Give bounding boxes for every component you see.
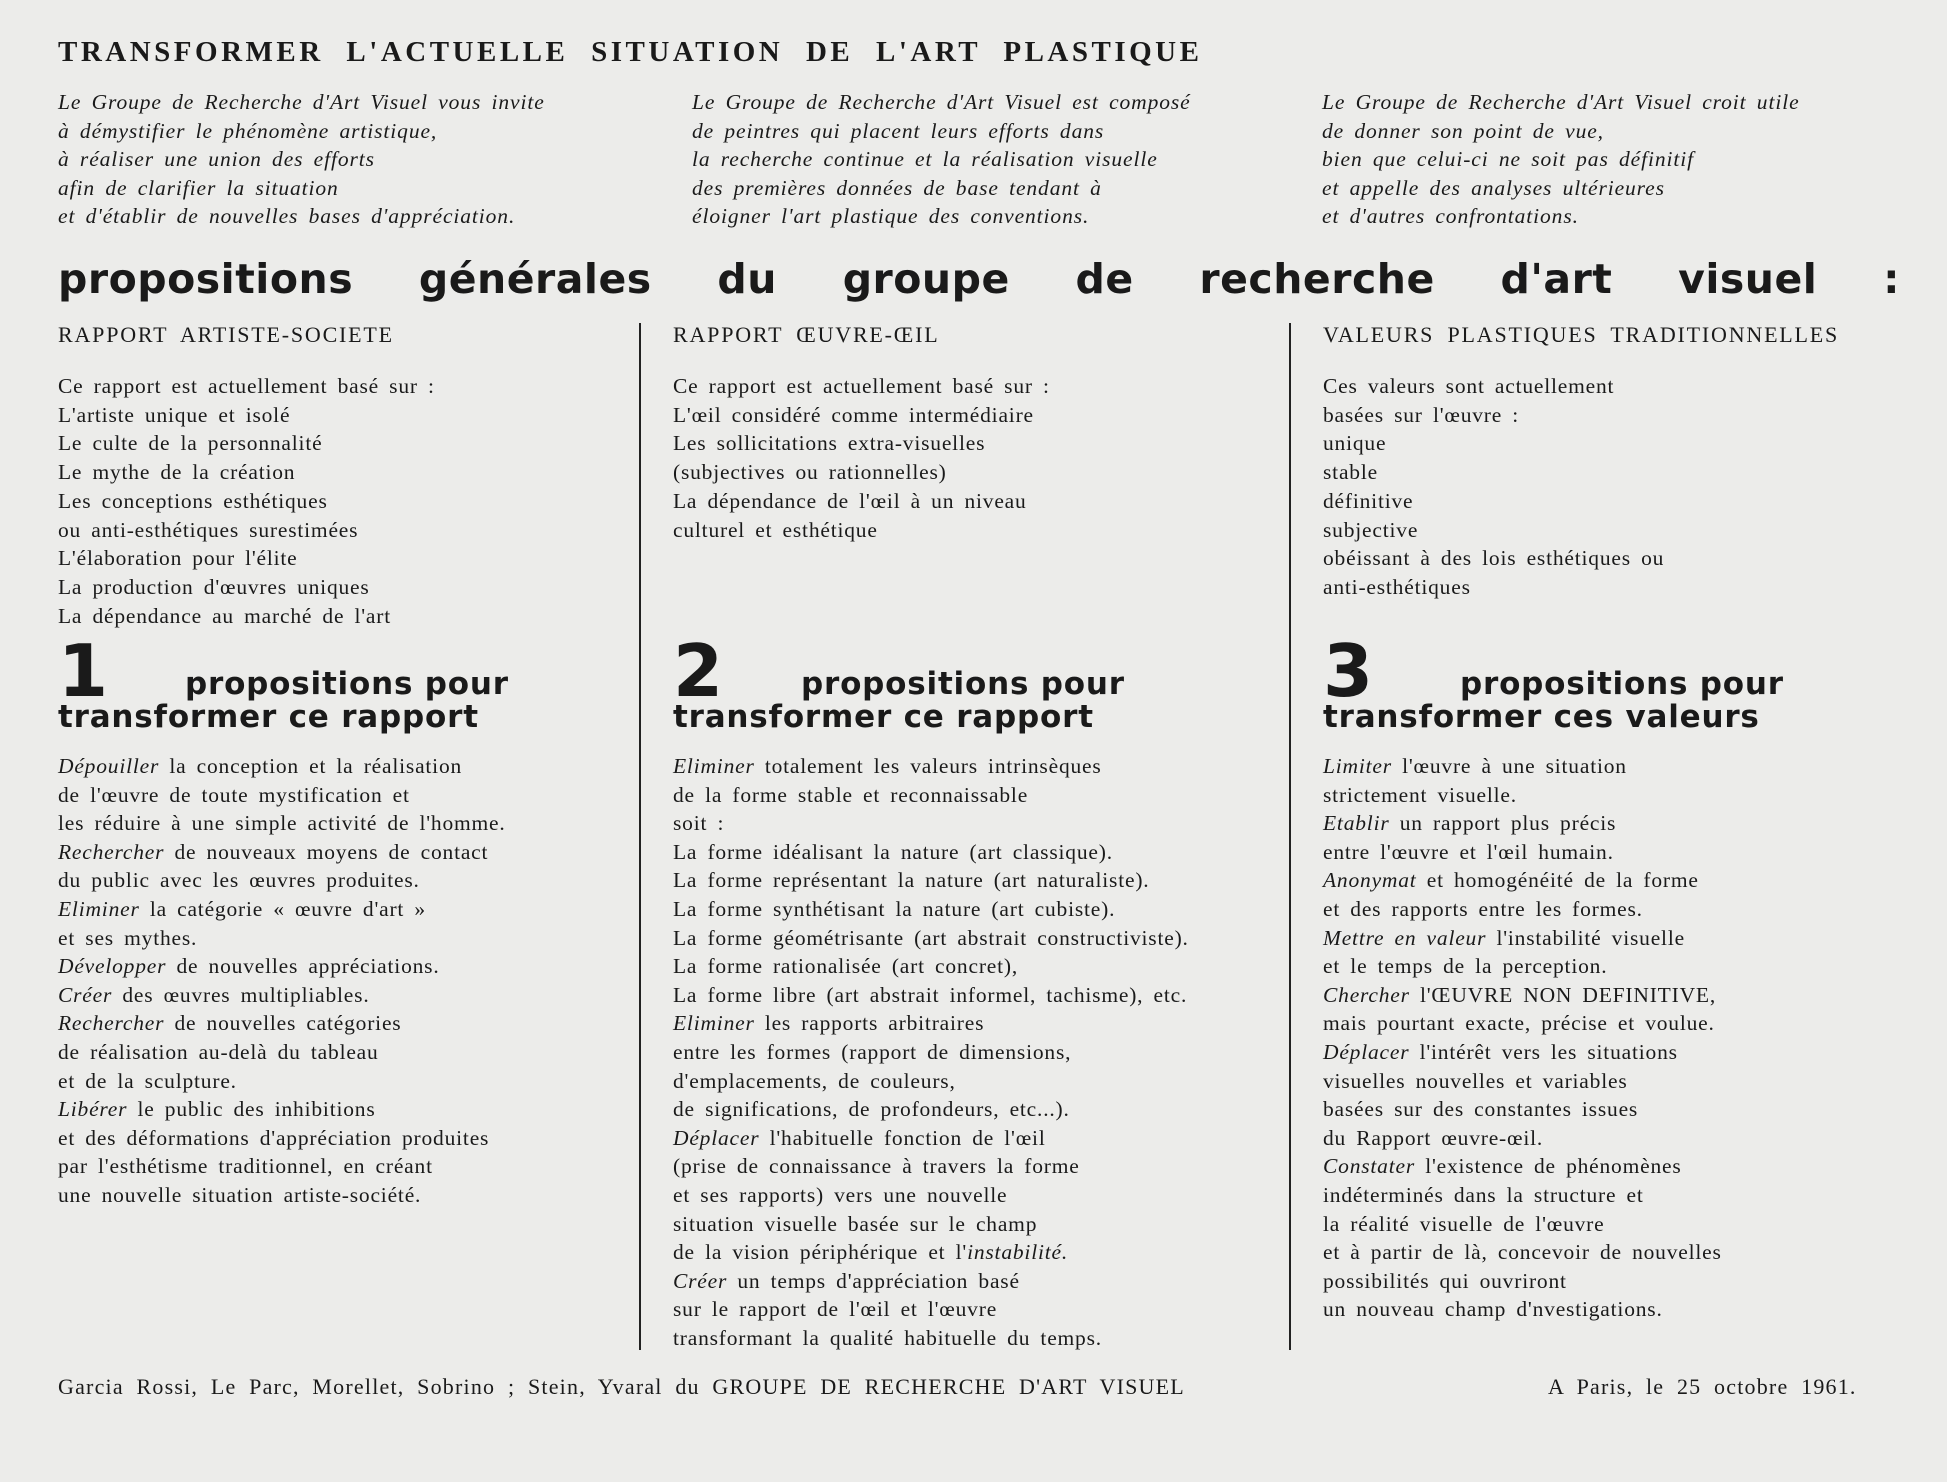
proposal-text: entre les formes (rapport de dimensions, — [673, 1039, 1072, 1064]
proposal-number: 1 — [58, 629, 109, 713]
body-line: (subjectives ou rationnelles) — [673, 460, 947, 485]
proposal-line — [58, 838, 506, 867]
proposal-verb: Limiter — [1323, 754, 1392, 778]
body-line: L'œil considéré comme intermédiaire — [673, 402, 1034, 427]
proposal-text: strictement visuelle. — [1323, 782, 1517, 807]
proposal-line — [58, 1009, 506, 1038]
proposal-text: du Rapport œuvre-œil. — [1323, 1125, 1544, 1150]
proposal-line — [673, 1067, 1189, 1096]
body-line: basées sur l'œuvre : — [1323, 402, 1520, 427]
proposal-text: de nouveaux moyens de contact — [164, 839, 489, 864]
proposal-line — [1323, 1067, 1722, 1096]
place-date: A Paris, le 25 octobre 1961. — [1548, 1374, 1857, 1399]
body-line: L'élaboration pour l'élite — [58, 546, 298, 571]
intro-line: Le Groupe de Recherche d'Art Visuel vous invite — [58, 90, 545, 114]
proposal-verb: Mettre en valeur — [1323, 925, 1487, 950]
proposal-text: une nouvelle situation artiste-société. — [58, 1182, 422, 1207]
proposal-text: la réalité visuelle de l'œuvre — [1323, 1211, 1605, 1236]
intro-paragraph-3 — [1322, 88, 1800, 231]
proposal-verb: Déplacer — [1323, 1039, 1410, 1064]
headline-word: d'art — [1500, 255, 1613, 303]
proposal-line — [1323, 866, 1722, 895]
proposal-list-3 — [1323, 752, 1722, 1324]
proposal-text: mais pourtant exacte, précise et voulue. — [1323, 1011, 1715, 1036]
intro-paragraph-2 — [692, 88, 1191, 231]
proposal-verb: Eliminer — [58, 896, 140, 921]
proposal-text: et de la sculpture. — [58, 1068, 237, 1093]
column-heading: RAPPORT ARTISTE-SOCIETE — [58, 322, 394, 347]
proposal-line — [673, 1324, 1189, 1353]
column-oeuvre-oeil — [673, 318, 1050, 544]
proposal-line — [1323, 1095, 1722, 1124]
proposal-text: l'existence de phénomènes — [1415, 1154, 1682, 1179]
proposal-line — [673, 1238, 1189, 1267]
proposal-line — [673, 1295, 1189, 1324]
proposal-text: soit : — [673, 811, 725, 836]
proposal-text: La forme géométrisante (art abstrait constructiviste). — [673, 925, 1189, 950]
proposal-heading-line: propositions pour — [1460, 666, 1784, 702]
proposal-line — [1323, 1124, 1722, 1153]
proposal-heading-line: transformer ces valeurs — [1323, 699, 1760, 735]
proposal-text: les réduire à une simple activité de l'homme. — [58, 811, 506, 836]
body-line: Ce rapport est actuellement basé sur : — [58, 374, 435, 398]
proposal-line — [1323, 1152, 1722, 1181]
column-heading: RAPPORT ŒUVRE-ŒIL — [673, 322, 940, 347]
intro-line: de donner son point de vue, — [1322, 118, 1604, 143]
proposal-heading-line: propositions pour — [185, 666, 509, 702]
proposal-line — [1323, 1267, 1722, 1296]
proposal-text: de l'œuvre de toute mystification et — [58, 782, 410, 807]
proposal-text: indéterminés dans la structure et — [1323, 1182, 1644, 1207]
main-headline — [58, 254, 1900, 304]
proposal-line — [673, 981, 1189, 1010]
proposal-text: et des rapports entre les formes. — [1323, 896, 1643, 921]
proposal-text: et à partir de là, concevoir de nouvelles — [1323, 1240, 1722, 1265]
proposal-text: l'ŒUVRE NON DEFINITIVE, — [1409, 982, 1716, 1007]
proposal-line — [673, 809, 1189, 838]
proposal-text: et homogénéité de la forme — [1416, 868, 1699, 893]
proposal-verb: Constater — [1323, 1154, 1416, 1179]
body-line: La dépendance au marché de l'art — [58, 603, 391, 628]
proposal-text: et des déformations d'appréciation produites — [58, 1125, 490, 1150]
proposal-verb: Libérer — [58, 1097, 128, 1122]
proposal-line — [58, 895, 506, 924]
body-line: ou anti-esthétiques surestimées — [58, 517, 359, 542]
proposal-text: la conception et la réalisation — [159, 754, 463, 778]
proposal-text: La forme libre (art abstrait informel, tachisme), etc. — [673, 982, 1188, 1007]
proposal-number: 2 — [673, 629, 724, 713]
body-line: Le culte de la personnalité — [58, 431, 323, 456]
column-body — [58, 372, 435, 630]
proposal-line — [58, 1038, 506, 1067]
proposal-line — [673, 1124, 1189, 1153]
proposal-text: et ses mythes. — [58, 925, 198, 950]
headline-word: générales — [418, 255, 652, 303]
column-body — [1323, 372, 1839, 602]
body-line: Ce rapport est actuellement basé sur : — [673, 374, 1050, 398]
proposal-line — [673, 1095, 1189, 1124]
proposal-text: d'emplacements, de couleurs, — [673, 1068, 956, 1093]
headline-word: : — [1883, 255, 1900, 303]
body-line: Ces valeurs sont actuellement — [1323, 374, 1615, 398]
proposal-text: la catégorie « œuvre d'art » — [139, 896, 426, 921]
column-body — [673, 372, 1050, 544]
proposal-line — [673, 1181, 1189, 1210]
proposal-line — [1323, 752, 1722, 781]
intro-line: et d'établir de nouvelles bases d'appréciation. — [58, 204, 516, 228]
proposal-line — [1323, 781, 1722, 810]
proposal-text: entre l'œuvre et l'œil humain. — [1323, 839, 1614, 864]
proposal-line — [673, 924, 1189, 953]
proposal-verb: Dépouiller — [58, 754, 160, 778]
proposal-text: des œuvres multipliables. — [112, 982, 370, 1007]
proposal-text: de réalisation au-delà du tableau — [58, 1039, 379, 1064]
proposal-text: par l'esthétisme traditionnel, en créant — [58, 1154, 433, 1179]
proposal-text: de nouvelles catégories — [164, 1011, 402, 1036]
proposal-text: basées sur des constantes issues — [1323, 1097, 1639, 1122]
headline-word: visuel — [1678, 255, 1818, 303]
proposal-text: le public des inhibitions — [127, 1097, 376, 1122]
proposal-text: de nouvelles appréciations. — [166, 954, 440, 979]
proposal-line — [1323, 1009, 1722, 1038]
proposal-line — [1323, 1238, 1722, 1267]
proposal-line — [58, 1067, 506, 1096]
proposal-text: de la forme stable et reconnaissable — [673, 782, 1029, 807]
proposal-text: un nouveau champ d'nvestigations. — [1323, 1297, 1663, 1322]
body-line: La production d'œuvres uniques — [58, 574, 370, 599]
proposal-verb: Eliminer — [673, 1011, 755, 1036]
intro-line: bien que celui-ci ne soit pas définitif — [1322, 147, 1694, 171]
intro-line: la recherche continue et la réalisation visuelle — [692, 147, 1158, 171]
proposal-line — [673, 1267, 1189, 1296]
proposal-verb: Eliminer — [673, 754, 755, 778]
proposal-line — [58, 1181, 506, 1210]
intro-line: à démystifier le phénomène artistique, — [58, 118, 438, 143]
body-line: culturel et esthétique — [673, 517, 878, 542]
proposal-text: et ses rapports) vers une nouvelle — [673, 1182, 1008, 1207]
proposal-line — [1323, 1210, 1722, 1239]
proposal-heading-line: propositions pour — [801, 666, 1125, 702]
proposal-number: 3 — [1323, 629, 1374, 713]
column-heading: VALEURS PLASTIQUES TRADITIONNELLES — [1323, 322, 1840, 347]
body-line: anti-esthétiques — [1323, 574, 1471, 599]
proposal-verb: Créer — [58, 982, 113, 1007]
proposal-text: transformant la qualité habituelle du temps. — [673, 1325, 1102, 1350]
proposal-text: possibilités qui ouvriront — [1323, 1268, 1567, 1293]
column-valeurs-plastiques — [1323, 318, 1839, 602]
proposal-line — [58, 1095, 506, 1124]
proposal-text: et le temps de la perception. — [1323, 954, 1608, 979]
proposal-line — [673, 1038, 1189, 1067]
proposal-text: La forme rationalisée (art concret), — [673, 954, 1019, 979]
proposal-line — [58, 952, 506, 981]
proposal-line — [673, 781, 1189, 810]
intro-line: afin de clarifier la situation — [58, 175, 339, 200]
proposal-line — [673, 1210, 1189, 1239]
headline-word: propositions — [58, 255, 354, 303]
proposal-line — [673, 752, 1189, 781]
proposal-verb: Chercher — [1323, 982, 1410, 1007]
body-line: définitive — [1323, 488, 1414, 513]
proposal-line — [673, 838, 1189, 867]
headline-word: groupe — [842, 255, 1010, 303]
body-line: Les sollicitations extra-visuelles — [673, 431, 986, 456]
proposal-text: les rapports arbitraires — [754, 1011, 985, 1036]
proposal-line — [58, 809, 506, 838]
proposal-line — [1323, 809, 1722, 838]
proposal-line — [1323, 895, 1722, 924]
proposal-text: l'instabilité visuelle — [1486, 925, 1685, 950]
body-line: L'artiste unique et isolé — [58, 402, 291, 427]
proposal-text: l'habituelle fonction de l'œil — [759, 1125, 1046, 1150]
proposal-text: sur le rapport de l'œil et l'œuvre — [673, 1297, 998, 1322]
column-divider — [639, 323, 641, 1350]
proposal-line — [58, 781, 506, 810]
proposal-line — [58, 924, 506, 953]
proposal-text: de la vision périphérique et l' — [673, 1240, 968, 1265]
proposal-line — [1323, 924, 1722, 953]
intro-line: à réaliser une union des efforts — [58, 147, 375, 171]
body-line: La dépendance de l'œil à un niveau — [673, 488, 1027, 513]
intro-line: des premières données de base tendant à — [692, 175, 1102, 200]
proposal-text: du public avec les œuvres produites. — [58, 868, 420, 893]
proposal-line — [673, 1009, 1189, 1038]
signatories: Garcia Rossi, Le Parc, Morellet, Sobrino ; Stein, Yvaral du GROUPE DE RECHERCHE D'ART VISUEL — [58, 1374, 1185, 1399]
headline-word: du — [717, 255, 777, 303]
intro-line: éloigner l'art plastique des conventions. — [692, 204, 1090, 228]
proposal-verb: Développer — [58, 954, 167, 979]
proposal-verb: Rechercher — [58, 839, 165, 864]
intro-line: Le Groupe de Recherche d'Art Visuel croit utile — [1322, 90, 1800, 114]
proposal-line — [673, 952, 1189, 981]
proposal-line — [673, 866, 1189, 895]
proposal-verb: Déplacer — [673, 1125, 760, 1150]
proposal-line — [58, 981, 506, 1010]
proposal-list-1 — [58, 752, 506, 1210]
proposal-verb: Créer — [673, 1268, 728, 1293]
proposal-text: de significations, de profondeurs, etc...). — [673, 1097, 1070, 1122]
proposal-verb: Etablir — [1323, 811, 1390, 836]
proposal-text: totalement les valeurs intrinsèques — [754, 754, 1102, 778]
proposal-text: un rapport plus précis — [1389, 811, 1617, 836]
proposal-text: La forme représentant la nature (art naturaliste). — [673, 868, 1150, 893]
proposal-line — [1323, 952, 1722, 981]
proposal-heading-line: transformer ce rapport — [58, 699, 479, 735]
proposal-text: visuelles nouvelles et variables — [1323, 1068, 1628, 1093]
proposal-text: La forme idéalisant la nature (art classique). — [673, 839, 1113, 864]
headline-word: de — [1075, 255, 1134, 303]
proposal-text: l'œuvre à une situation — [1391, 754, 1627, 778]
proposal-text: un temps d'appréciation basé — [727, 1268, 1020, 1293]
intro-line: Le Groupe de Recherche d'Art Visuel est composé — [692, 90, 1191, 114]
document-title: TRANSFORMER L'ACTUELLE SITUATION DE L'ART PLASTIQUE — [58, 36, 1203, 68]
proposal-verb: Rechercher — [58, 1011, 165, 1036]
body-line: unique — [1323, 431, 1387, 456]
proposal-text: l'intérêt vers les situations — [1409, 1039, 1678, 1064]
proposal-list-2 — [673, 752, 1189, 1352]
proposal-line — [1323, 1038, 1722, 1067]
proposal-line — [1323, 838, 1722, 867]
body-line: stable — [1323, 460, 1378, 485]
proposal-emphasis: instabilité. — [967, 1240, 1069, 1265]
proposal-line — [673, 895, 1189, 924]
proposal-line — [673, 1152, 1189, 1181]
proposal-heading-line: transformer ce rapport — [673, 699, 1094, 735]
body-line: Les conceptions esthétiques — [58, 488, 328, 513]
proposal-line — [58, 866, 506, 895]
headline-word: recherche — [1199, 255, 1435, 303]
proposal-text: (prise de connaissance à travers la forme — [673, 1154, 1080, 1179]
proposal-text: situation visuelle basée sur le champ — [673, 1211, 1038, 1236]
body-line: Le mythe de la création — [58, 460, 296, 485]
proposal-line — [58, 1124, 506, 1153]
proposal-verb: Anonymat — [1323, 868, 1417, 893]
intro-line: et appelle des analyses ultérieures — [1322, 175, 1665, 200]
body-line: obéissant à des lois esthétiques ou — [1323, 546, 1665, 571]
proposal-line — [1323, 981, 1722, 1010]
column-artiste-societe — [58, 318, 435, 630]
proposal-line — [58, 752, 506, 781]
intro-paragraph-1 — [58, 88, 545, 231]
intro-line: et d'autres confrontations. — [1322, 204, 1579, 228]
proposal-line — [1323, 1181, 1722, 1210]
proposal-line — [1323, 1295, 1722, 1324]
column-divider — [1289, 323, 1291, 1350]
proposal-text: La forme synthétisant la nature (art cubiste). — [673, 896, 1116, 921]
intro-line: de peintres qui placent leurs efforts dans — [692, 118, 1105, 143]
body-line: subjective — [1323, 517, 1419, 542]
proposal-line — [58, 1152, 506, 1181]
